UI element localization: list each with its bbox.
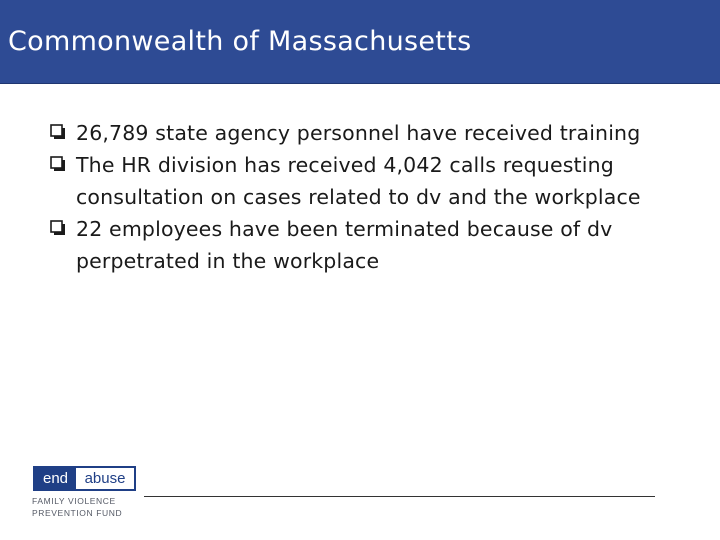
checkbox-bullet-icon xyxy=(50,156,66,172)
title-bar xyxy=(0,0,720,84)
bullet-item xyxy=(50,149,670,213)
checkbox-bullet-icon xyxy=(50,220,66,236)
bullet-text: 26,789 state agency personnel have received training xyxy=(76,121,641,145)
endabuse-logo xyxy=(30,466,142,528)
checkbox-bullet-icon xyxy=(50,124,66,140)
bullet-item xyxy=(50,117,670,149)
bullet-text: The HR division has received 4,042 calls requesting consultation on cases related to dv and the workplace xyxy=(76,153,641,209)
bullet-text: 22 employees have been terminated because of dv perpetrated in the workplace xyxy=(76,217,613,273)
bullet-item xyxy=(50,213,670,277)
logo-tagline-line1: FAMILY VIOLENCE xyxy=(32,496,116,506)
footer-divider xyxy=(144,496,655,497)
logo-abuse-text: abuse xyxy=(84,470,126,487)
bullet-list xyxy=(50,117,670,277)
logo-tagline-line2: PREVENTION FUND xyxy=(32,508,123,518)
logo-wordmark xyxy=(33,466,136,491)
logo-end-text: end xyxy=(35,468,76,489)
slide-title: Commonwealth of Massachusetts xyxy=(8,26,472,57)
